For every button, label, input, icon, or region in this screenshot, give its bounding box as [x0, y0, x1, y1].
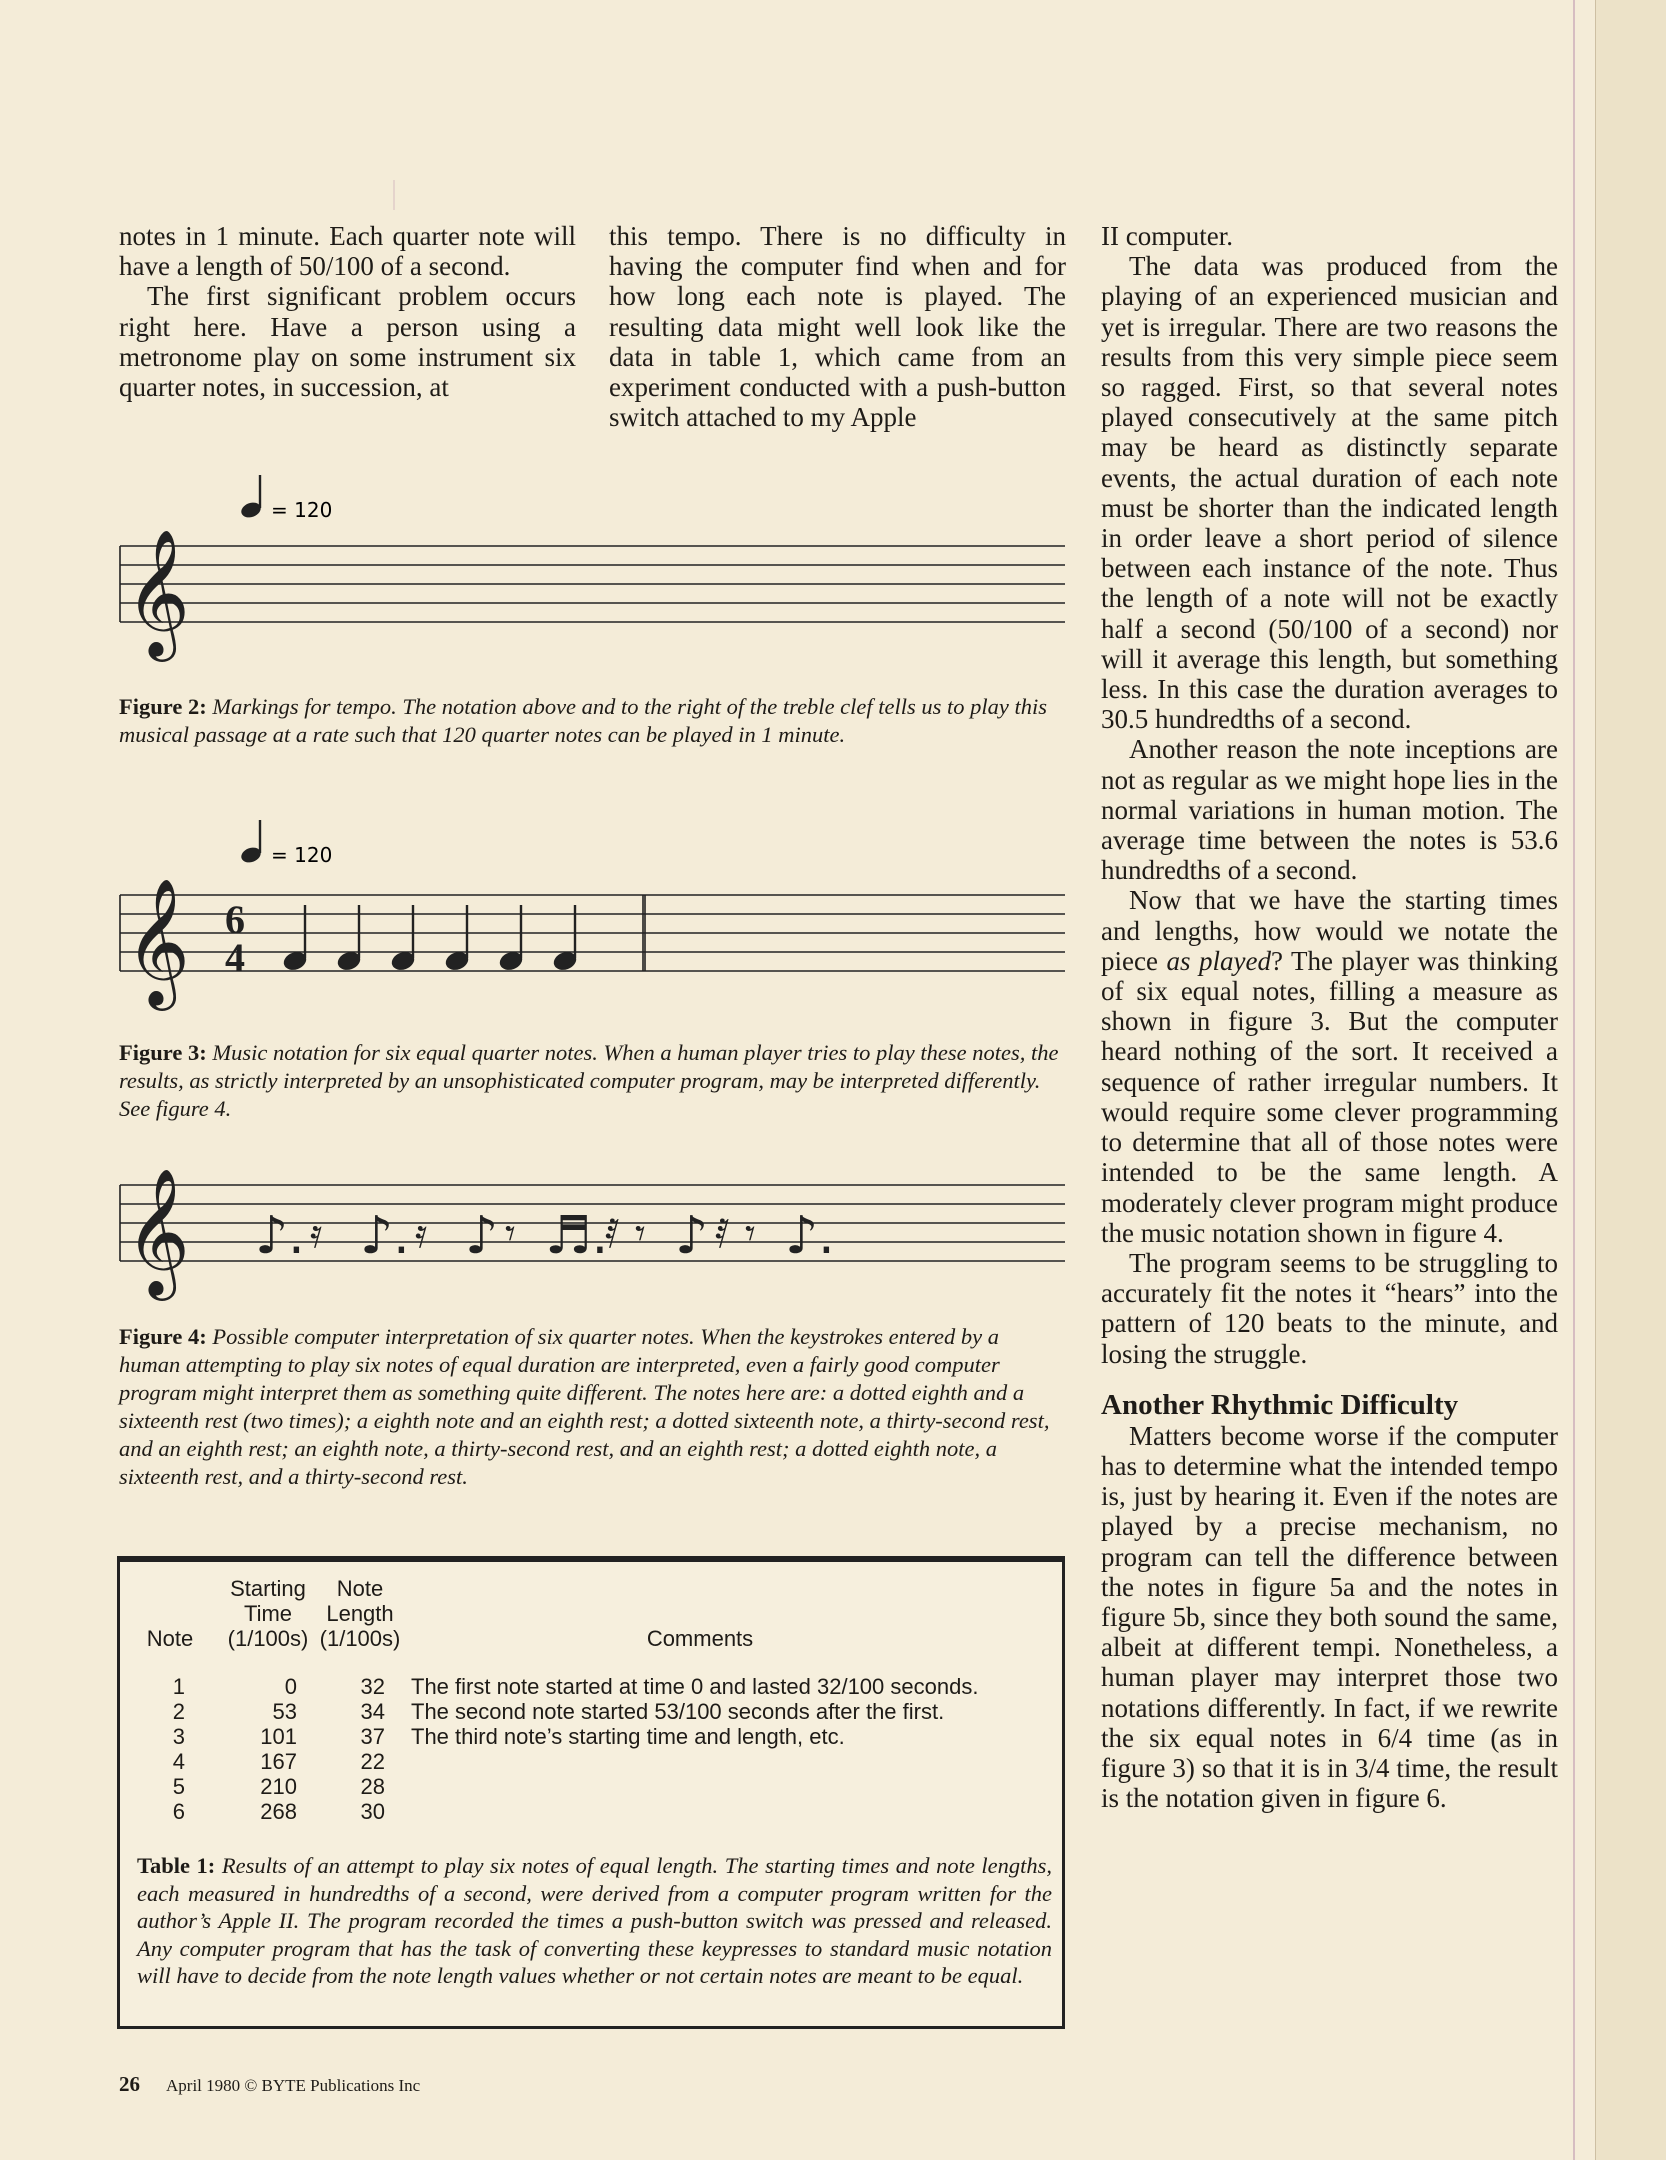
- col3-paragraph-4-b: ? The player was thinking of six equal notes, filling a measure as shown in figure 3. But the computer heard nothing of the sort. It received a sequence of rather irregular numbers. It would require some clever programming to determine that all of those notes were intended to be the same length. A moderately clever program might produce the music notation shown in figure 4.: [1101, 945, 1558, 1248]
- page-number: 26: [119, 2072, 140, 2096]
- header-start-2: Time: [243, 1601, 293, 1626]
- header-comments: Comments: [646, 1626, 754, 1651]
- cell-start: 53: [272, 1699, 297, 1724]
- eighth-note-icon: ♪: [675, 1206, 709, 1266]
- figure-4-staff: [115, 1165, 1065, 1295]
- table-row: [120, 1749, 1068, 1774]
- quarter-note-icon: [498, 905, 524, 972]
- col3-paragraph-6: Matters become worse if the computer has to determine what the intended tempo is, just by hearing it. Even if the notes are played by a precise mechanism, no program can tell the difference between the notes in figure 5a and the notes in figure 5b, since they both sound the same, albeit at different tempi. Nonetheless, a human player may interpret those two notations differently. In fact, if we rewrite the six equal notes in 6/4 time (as in figure 3) so that it is in 3/4 time, the result is the notation given in figure 6.: [1101, 1420, 1558, 1814]
- col3-paragraph-4-emphasis: as played: [1166, 945, 1271, 976]
- cell-start: 167: [260, 1749, 297, 1774]
- table-row: [120, 1799, 1068, 1824]
- dotted-eighth-note-icon: ♪.: [785, 1206, 835, 1266]
- figure-2-tempo: = 120: [271, 498, 333, 522]
- column-1: [119, 221, 576, 402]
- cell-comment: The third note’s starting time and length, etc.: [411, 1724, 845, 1749]
- staff-lines: [120, 895, 1065, 971]
- dotted-eighth-note-icon: ♪.: [255, 1206, 305, 1266]
- col3-paragraph-1: II computer.: [1101, 221, 1233, 251]
- cell-comment: The first note started at time 0 and lasted 32/100 seconds.: [411, 1674, 979, 1699]
- cell-note: 3: [172, 1724, 185, 1749]
- table-1-caption-text: Results of an attempt to play six notes of equal length. The starting times and note lengths, each measured in hundredths of a second, were derived from a computer program written for the author’s Apple II. The program recorded the times a push-button switch was pressed and released. Any computer program that has the task of converting these keypresses to standard music notation will have to decide from the note length values whether or not certain notes are meant to be equal.: [137, 1853, 1052, 1988]
- dotted-eighth-note-icon: ♪.: [360, 1206, 410, 1266]
- cell-start: 268: [260, 1799, 297, 1824]
- table-row: [120, 1774, 1068, 1799]
- cell-note: 2: [172, 1699, 185, 1724]
- header-note: Note: [146, 1626, 194, 1651]
- thirty-second-rest-icon: 𝅀: [715, 1211, 730, 1257]
- time-signature-top: 6: [225, 897, 245, 942]
- table-row: [120, 1699, 1068, 1724]
- tempo-quarter-note-icon: [239, 820, 263, 865]
- col3-paragraph-4-a: Now that we have the starting times and lengths, how would we notate the piece: [1101, 885, 1558, 976]
- cell-length: 28: [360, 1774, 385, 1799]
- cell-start: 0: [284, 1674, 297, 1699]
- staff-lines: [120, 546, 1065, 622]
- col3-paragraph-5: The program seems to be struggling to accurately fit the notes it “hears” into the pattern of 120 beats to the minute, and losing the struggle.: [1101, 1247, 1558, 1369]
- col1-paragraph-1: notes in 1 minute. Each quarter note will have a length of 50/100 of a second.: [119, 221, 576, 282]
- header-length-3: (1/100s): [319, 1626, 401, 1651]
- cell-start: 101: [260, 1724, 297, 1749]
- col2-paragraph-1: this tempo. There is no difficulty in having the computer find when and for how long each note is played. The resulting data might well look like the data in table 1, which came from an experiment conducted with a push-button switch attached to my Apple: [609, 221, 1066, 433]
- cell-length: 22: [360, 1749, 385, 1774]
- margin-line-faint: [393, 180, 395, 210]
- treble-clef-icon: 𝄞: [125, 528, 191, 656]
- column-2: [609, 221, 1066, 432]
- cell-length: 37: [360, 1724, 385, 1749]
- table-1: [117, 1556, 1065, 2029]
- tempo-quarter-note-icon: [239, 475, 263, 520]
- col3-paragraph-3: Another reason the note inceptions are not as regular as we might hope lies in the normal variations in human motion. The average time between the notes is 53.6 hundredths of a second.: [1101, 734, 1558, 886]
- quarter-notes: [282, 905, 578, 972]
- quarter-note-icon: [552, 905, 578, 972]
- eighth-rest-icon: 𝄾: [635, 1211, 646, 1257]
- time-signature-bottom: 4: [225, 935, 245, 980]
- quarter-note-icon: [282, 905, 308, 972]
- page-edge: [1595, 0, 1666, 2160]
- table-row: [120, 1674, 1068, 1699]
- cell-note: 5: [172, 1774, 185, 1799]
- table-1-label: Table 1:: [137, 1853, 216, 1878]
- note-sequence: [255, 1206, 835, 1266]
- eighth-note-icon: ♪: [465, 1206, 499, 1266]
- sixteenth-rest-icon: 𝄿: [310, 1211, 323, 1257]
- table-1-caption: [137, 1852, 1052, 1990]
- table-row: [120, 1724, 1068, 1749]
- figure-4-label: Figure 4:: [119, 1324, 207, 1349]
- header-length-1: Note: [336, 1576, 384, 1601]
- cell-comment: The second note started 53/100 seconds after the first.: [411, 1699, 945, 1724]
- cell-note: 4: [172, 1749, 185, 1774]
- sixteenth-rest-icon: 𝄿: [415, 1211, 428, 1257]
- quarter-note-icon: [444, 905, 470, 972]
- figure-2-staff: [115, 480, 1065, 670]
- quarter-note-icon: [336, 905, 362, 972]
- col3-paragraph-4: [1101, 885, 1558, 1247]
- eighth-rest-icon: 𝄾: [745, 1211, 756, 1257]
- header-length-2: Length: [326, 1601, 394, 1626]
- figure-3-tempo: = 120: [271, 843, 333, 867]
- publication-line: April 1980 © BYTE Publications Inc: [166, 2076, 421, 2095]
- cell-length: 32: [360, 1674, 385, 1699]
- header-start-1: Starting: [230, 1576, 306, 1601]
- dotted-sixteenth-note-icon: ♬.: [545, 1206, 609, 1266]
- cell-length: 30: [360, 1799, 385, 1824]
- figure-2-caption: [119, 693, 1064, 749]
- thirty-second-rest-icon: 𝅀: [605, 1211, 620, 1257]
- margin-line: [1573, 0, 1575, 2160]
- figure-4-caption-text: Possible computer interpretation of six quarter notes. When the keystrokes entered by a human attempting to play six notes of equal duration are interpreted, even a fairly good computer program might interpret them as something quite different. The notes here are: a dotted eighth and a sixteenth rest (two times); a eighth note and an eighth rest; a dotted sixteenth note, a thirty-second rest, and an eighth rest; an eighth note, a thirty-second rest, and an eighth rest; a dotted eighth note, a sixteenth rest, and a thirty-second rest.: [119, 1324, 1050, 1489]
- page-footer: [119, 2072, 420, 2097]
- figure-4-caption: [119, 1323, 1064, 1491]
- table-body: [120, 1674, 1068, 1824]
- figure-3-label: Figure 3:: [119, 1040, 207, 1065]
- treble-clef-icon: 𝄞: [125, 877, 191, 1005]
- table-header: [120, 1576, 1068, 1676]
- cell-note: 6: [172, 1799, 185, 1824]
- cell-note: 1: [172, 1674, 185, 1699]
- section-heading: Another Rhythmic Difficulty: [1101, 1388, 1459, 1421]
- header-start-3: (1/100s): [227, 1626, 309, 1651]
- eighth-rest-icon: 𝄾: [505, 1211, 516, 1257]
- figure-2-label: Figure 2:: [119, 694, 207, 719]
- figure-3-staff: [115, 820, 1065, 1010]
- col1-paragraph-2: The first significant problem occurs right here. Have a person using a metronome play on some instrument six quarter notes, in succession, at: [119, 281, 576, 403]
- figure-3-caption: [119, 1039, 1064, 1123]
- cell-length: 34: [360, 1699, 385, 1724]
- figure-2-caption-text: Markings for tempo. The notation above and to the right of the treble clef tells us to play this musical passage at a rate such that 120 quarter notes can be played in 1 minute.: [119, 694, 1048, 747]
- cell-start: 210: [260, 1774, 297, 1799]
- column-3: [1101, 221, 1558, 1813]
- treble-clef-icon: 𝄞: [125, 1167, 191, 1295]
- quarter-note-icon: [390, 905, 416, 972]
- col3-paragraph-2: The data was produced from the playing of an experienced musician and yet is irregular. There are two reasons the results from this very simple piece seem so ragged. First, so that several notes played consecutively at the same pitch may be heard as distinctly separate events, the actual duration of each note must be shorter than the indicated length in order leave a short period of silence between each instance of the note. Thus the length of a note will not be exactly half a second (50/100 of a second) nor will it average this length, but something less. In this case the duration averages to 30.5 hundredths of a second.: [1101, 251, 1558, 735]
- figure-3-caption-text: Music notation for six equal quarter notes. When a human player tries to play these notes, the results, as strictly interpreted by an unsophisticated computer program, may be interpreted differently. See figure 4.: [119, 1040, 1059, 1121]
